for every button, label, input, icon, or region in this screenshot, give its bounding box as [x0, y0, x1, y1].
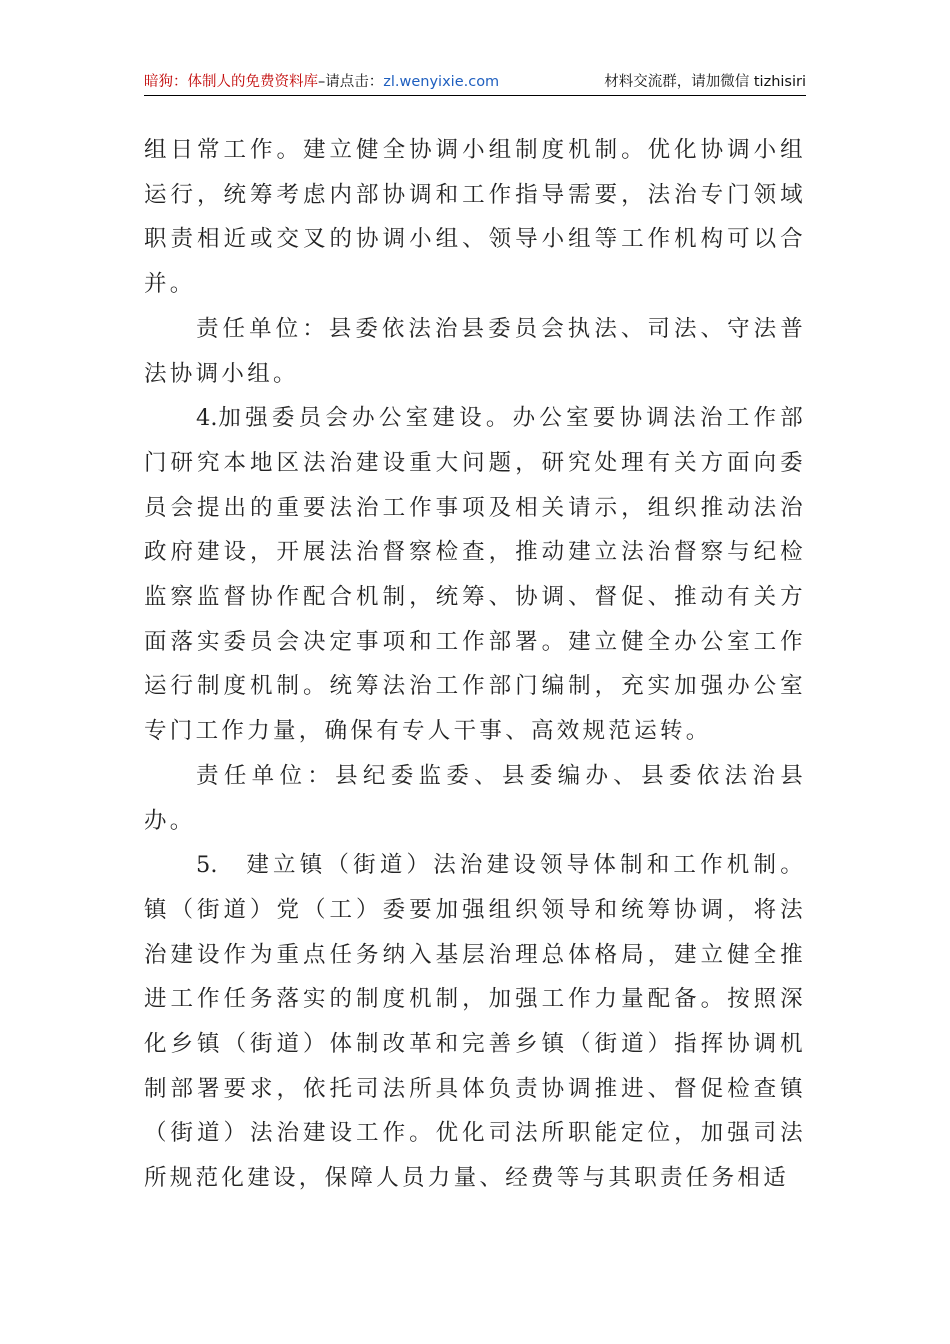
page-header: [144, 70, 806, 94]
paragraph-5-item-5: [144, 843, 806, 1201]
header-divider: [144, 95, 806, 96]
document-body: [144, 128, 806, 1201]
site-name: 暗狗：体制人的免费资料库: [144, 74, 318, 90]
click-prompt: –请点击：: [318, 74, 384, 90]
paragraph-1: 组日常工作。建立健全协调小组制度机制。优化协调小组运行，统筹考虑内部协调和工作指导需要，法治专门领域职责相近或交叉的协调小组、领导小组等工作机构可以合并。: [144, 137, 806, 298]
wechat-note: 材料交流群，请加微信 tizhisiri: [604, 74, 806, 90]
site-url-link[interactable]: zl.wenyixie.com: [383, 74, 500, 90]
paragraph-2-responsible-units: 责任单位：县委依法治县委员会执法、司法、守法普法协调小组。: [144, 315, 806, 387]
paragraph-3-item-4: [144, 396, 806, 754]
item-5-text: 建立镇（街道）法治建设领导体制和工作机制。镇（街道）党（工）委要加强组织领导和统筹协调，将法治建设作为重点任务纳入基层治理总体格局，建立健全推进工作任务落实的制度机制，加强工作力量配备。按照深化乡镇（街道）体制改革和完善乡镇（街道）指挥协调机制部署要求，依托司法所具体负责协调推进、督促检查镇（街道）法治建设工作。优化司法所职能定位，加强司法所规范化建设，保障人员力量、经费等与其职责任务相适: [144, 852, 806, 1192]
paragraph-4-responsible-units: 责任单位：县纪委监委、县委编办、县委依法治县办。: [144, 762, 806, 834]
item-4-text: 加强委员会办公室建设。办公室要协调法治工作部门研究本地区法治建设重大问题，研究处理有关方面向委员会提出的重要法治工作事项及相关请示，组织推动法治政府建设，开展法治督察检查，推动建立法治督察与纪检监察监督协作配合机制，统筹、协调、督促、推动有关方面落实委员会决定事项和工作部署。建立健全办公室工作运行制度机制。统筹法治工作部门编制，充实加强办公室专门工作力量，确保有专人干事、高效规范运转。: [144, 405, 806, 745]
header-left: [144, 71, 499, 93]
item-number-5: 5.: [196, 852, 218, 879]
item-number-4: 4.: [196, 405, 218, 432]
